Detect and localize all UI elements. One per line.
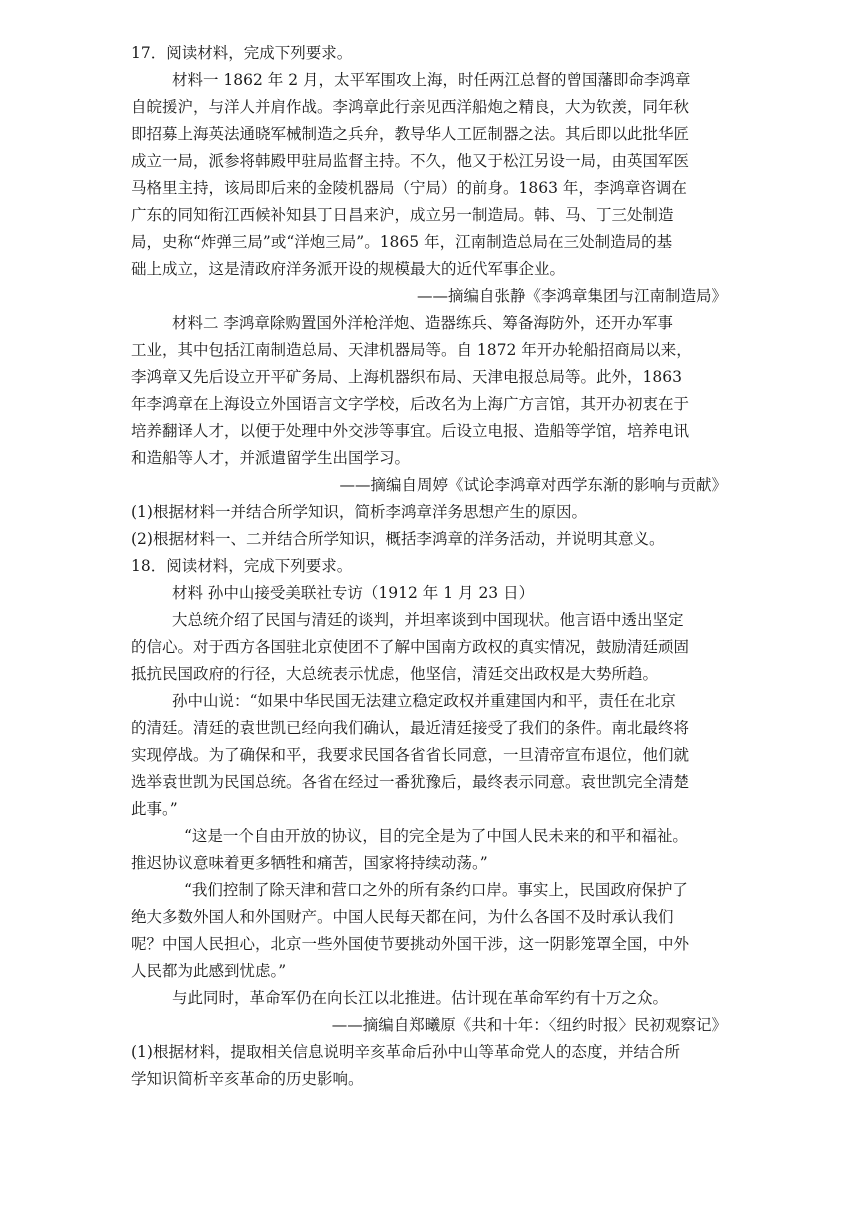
material-line: 此事。” <box>131 800 178 818</box>
material-line: 成立一局，派参将韩殿甲驻局监督主持。不久，他又于松江另设一局，由英国军医 <box>131 152 690 170</box>
q17-source1: ——摘编自张静《李鸿章集团与江南制造局》 <box>416 287 727 305</box>
material-line: “这是一个自由开放的协议，目的完全是为了中国人民未来的和平和福祉。 <box>184 827 688 845</box>
material-line: 孙中山说：“如果中华民国无法建立稳定政权并重建国内和平，责任在北京 <box>172 692 676 710</box>
material-line: 选举袁世凯为民国总统。各省在经过一番犹豫后，最终表示同意。袁世凯完全清楚 <box>131 773 690 791</box>
q18-header: 18．阅读材料，完成下列要求。 <box>131 557 353 575</box>
material-line: 自皖援沪，与洋人并肩作战。李鸿章此行亲见西洋船炮之精良，大为钦羡，同年秋 <box>131 98 690 116</box>
material-line: 广东的同知衔江西候补知县丁日昌来沪，成立另一制造局。韩、马、丁三处制造 <box>131 206 674 224</box>
material-line: 即招募上海英法通晓军械制造之兵弁，教导华人工匠制器之法。其后即以此批华匠 <box>131 125 690 143</box>
material-line: 材料二 李鸿章除购置国外洋枪洋炮、造器练兵、筹备海防外，还开办军事 <box>172 314 673 332</box>
subquestion-line: (1)根据材料，提取相关信息说明辛亥革命后孙中山等革命党人的态度，并结合所 <box>131 1043 680 1061</box>
material-line: 推迟协议意味着更多牺牲和痛苦，国家将持续动荡。” <box>131 854 488 872</box>
subquestion-line: 学知识简析辛亥革命的历史影响。 <box>131 1070 364 1088</box>
material-line: 础上成立，这是清政府洋务派开设的规模最大的近代军事企业。 <box>131 260 566 278</box>
material-line: 人民都为此感到忧虑。” <box>131 962 287 980</box>
q17-subquestion-2: (2)根据材料一、二并结合所学知识，概括李鸿章的洋务活动，并说明其意义。 <box>131 530 665 548</box>
material-line: 实现停战。为了确保和平，我要求民国各省省长同意，一旦清帝宣布退位，他们就 <box>131 746 690 764</box>
material-line: 马格里主持，该局即后来的金陵机器局（宁局）的前身。1863 年，李鸿章咨调在 <box>131 179 687 197</box>
material-line: 局，史称“炸弹三局”或“洋炮三局”。1865 年，江南制造总局在三处制造局的基 <box>131 233 673 251</box>
material-line: “我们控制了除天津和营口之外的所有条约口岸。事实上，民国政府保护了 <box>184 881 688 899</box>
material-line: 抵抗民国政府的行径，大总统表示忧虑，他坚信，清廷交出政权是大势所趋。 <box>131 665 659 683</box>
q18-source: ——摘编自郑曦原《共和十年：〈纽约时报〉民初观察记》 <box>331 1016 727 1034</box>
material-line: 的清廷。清廷的袁世凯已经向我们确认，最近清廷接受了我们的条件。南北最终将 <box>131 719 690 737</box>
material-line: 年李鸿章在上海设立外国语言文字学校，后改名为上海广方言馆，其开办初衷在于 <box>131 395 690 413</box>
q17-subquestion-1: (1)根据材料一并结合所学知识，简析李鸿章洋务思想产生的原因。 <box>131 503 587 521</box>
q17-source2: ——摘编自周婷《试论李鸿章对西学东渐的影响与贡献》 <box>339 476 727 494</box>
material-line: 和造船等人才，并派遣留学生出国学习。 <box>131 449 411 467</box>
q18-paragraph-5: 与此同时，革命军仍在向长江以北推进。估计现在革命军约有十万之众。 <box>172 989 669 1007</box>
material-line: 材料一 1862 年 2 月，太平军围攻上海，时任两江总督的曾国藩即命李鸿章 <box>172 71 691 89</box>
material-line: 培养翻译人才，以便于处理中外交涉等事宜。后设立电报、造船等学馆，培养电讯 <box>131 422 690 440</box>
q17-header: 17．阅读材料，完成下列要求。 <box>131 44 353 62</box>
material-line: 呢？中国人民担心，北京一些外国使节要挑动外国干涉，这一阴影笼罩全国，中外 <box>131 935 690 953</box>
q18-material-title: 材料 孙中山接受美联社专访（1912 年 1 月 23 日） <box>172 584 535 602</box>
material-line: 的信心。对于西方各国驻北京使团不了解中国南方政权的真实情况，鼓励清廷顽固 <box>131 638 690 656</box>
material-line: 工业，其中包括江南制造总局、天津机器局等。自 1872 年开办轮船招商局以来， <box>131 341 692 359</box>
material-line: 李鸿章又先后设立开平矿务局、上海机器织布局、天津电报总局等。此外，1863 <box>131 368 682 386</box>
material-line: 绝大多数外国人和外国财产。中国人民每天都在问，为什么各国不及时承认我们 <box>131 908 674 926</box>
material-line: 大总统介绍了民国与清廷的谈判，并坦率谈到中国现状。他言语中透出坚定 <box>172 611 684 629</box>
